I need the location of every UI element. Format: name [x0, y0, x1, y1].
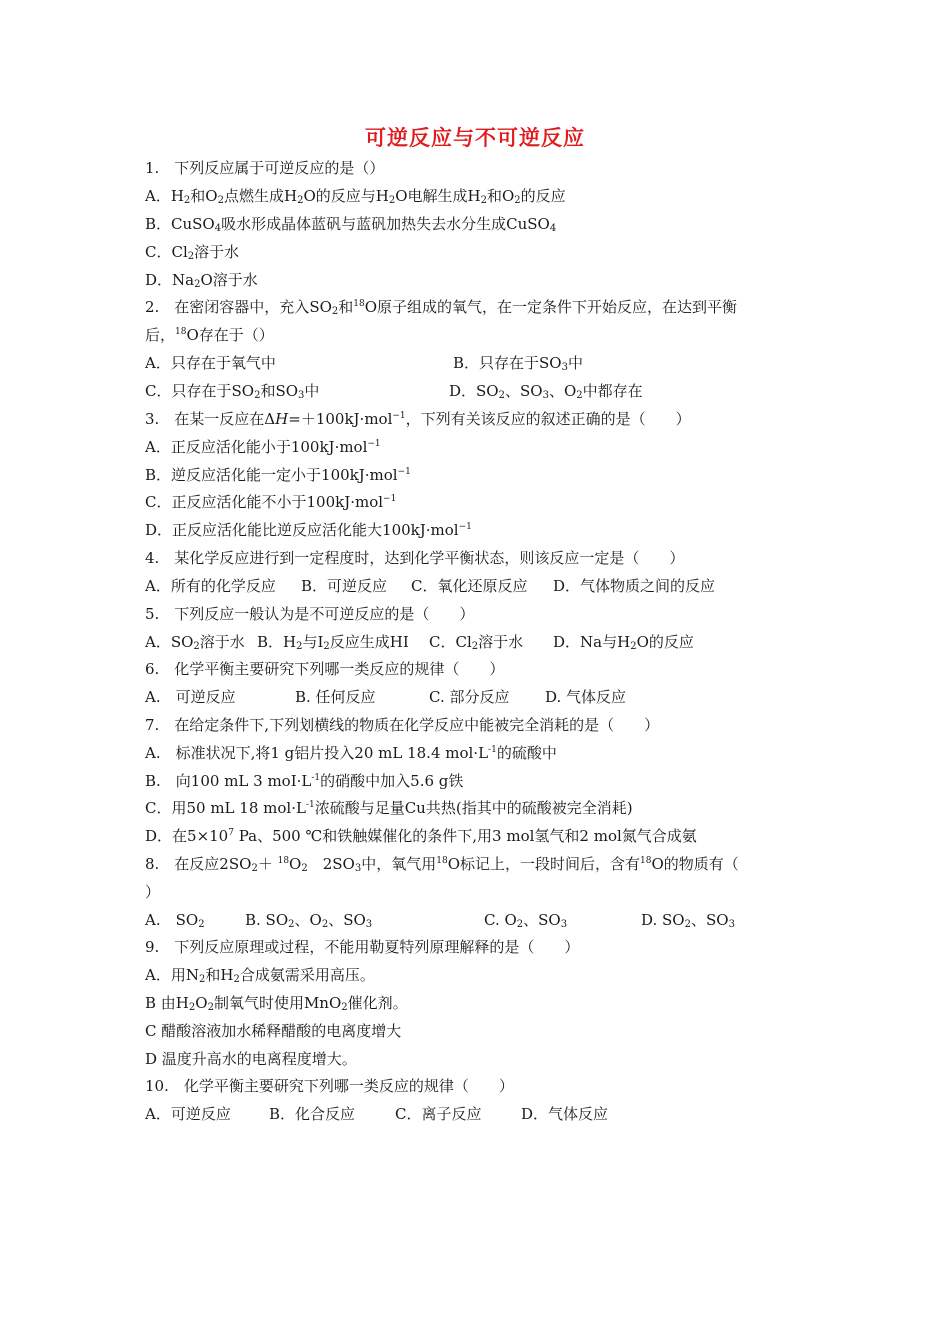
q6-option-a: A. 可逆反应 [145, 688, 236, 706]
q6-stem: 6. 化学平衡主要研究下列哪一类反应的规律（ ） [145, 660, 505, 678]
q3-option-c: C．正反应活化能不小于100kJ·mol$^{-1}$ [145, 493, 397, 511]
q4-option-c: C．氧化还原反应 [411, 577, 528, 595]
q8-option-a: A. $SO_2$ [145, 911, 205, 930]
q1-option-b: B．CuSO$_4$吸水形成晶体蓝矾与蓝矾加热失去水分生成CuSO$_4$ [145, 215, 557, 234]
q10-option-a: A．可逆反应 [145, 1105, 231, 1123]
q2-option-c: C．只存在于$SO_2$和$SO_3$中 [145, 382, 320, 401]
q6-option-b: B. 任何反应 [295, 688, 376, 706]
q10-option-b: B．化合反应 [269, 1105, 356, 1123]
q8-stem-end: ） [145, 883, 161, 901]
q9-option-c: C 醋酸溶液加水稀释醋酸的电离度增大 [145, 1022, 402, 1040]
q7-stem: 7. 在给定条件下,下列划横线的物质在化学反应中能被完全消耗的是（ ） [145, 716, 660, 734]
q4-option-b: B．可逆反应 [301, 577, 388, 595]
q9-option-d: D 温度升高水的电离程度增大。 [145, 1050, 357, 1068]
page-title: 可逆反应与不可逆反应 [365, 126, 585, 150]
q3-option-a: A．正反应活化能小于100kJ·mol$^{-1}$ [145, 438, 381, 456]
q2-option-a: A．只存在于氧气中 [145, 354, 276, 372]
q1-option-d: D．$Na_2O$溶于水 [145, 271, 258, 290]
q10-option-c: C．离子反应 [395, 1105, 482, 1123]
q5-option-a: A．$SO_2$溶于水 [145, 633, 245, 652]
q9-stem: 9. 下列反应原理或过程，不能用勒夏特列原理解释的是（ ） [145, 938, 580, 956]
q10-option-d: D．气体反应 [521, 1105, 609, 1123]
q9-option-b: B 由$H_2O_2$制氧气时使用MnO$_2$催化剂。 [145, 994, 408, 1013]
q4-option-a: A．所有的化学反应 [145, 577, 276, 595]
q8-option-d: D. $SO_2$、$SO_3$ [641, 911, 735, 930]
q5-stem: 5. 下列反应一般认为是不可逆反应的是（ ） [145, 605, 475, 623]
q7-option-c: C．用50 mL 18 $mol\cdot L^{-1}$浓硫酸与足量Cu共热(指其中的硫酸被完全消耗) [145, 799, 633, 817]
q1-option-c: C．$Cl_2$溶于水 [145, 243, 240, 262]
q3-stem: 3. 在某一反应在ΔH=＋100kJ·mol$^{-1}$，下列有关该反应的叙述正确的是（ ） [145, 410, 691, 428]
q8-option-c: C. $O_2$、$SO_3$ [484, 911, 568, 930]
q7-option-a: A. 标准状况下,将1 g铝片投入20 mL 18.4 $mol\cdot L^{-1}$的硫酸中 [145, 744, 557, 762]
q6-option-c: C. 部分反应 [429, 688, 510, 706]
q9-option-a: A．用$N_2$和$H_2$合成氨需采用高压。 [145, 966, 375, 985]
q4-stem: 4. 某化学反应进行到一定程度时，达到化学平衡状态，则该反应一定是（ ） [145, 549, 685, 567]
q7-option-b: B. 向100 mL 3 $moI\cdot L^{-1}$的硝酸中加入5.6 g铁 [145, 772, 464, 790]
q5-option-d: D．Na与$H_2O$的反应 [553, 633, 694, 652]
q5-option-c: C．$Cl_2$溶于水 [429, 633, 524, 652]
q2-option-b: B．只存在于$SO_3$中 [453, 354, 583, 373]
q4-option-d: D．气体物质之间的反应 [553, 577, 716, 595]
q5-option-b: B．$H_2$与$I_2$反应生成HI [257, 633, 409, 652]
q7-option-d: D．在$5\times 10^7$ Pa、500 ℃和铁触媒催化的条件下,用3 mol氢气和2 mol氮气合成氨 [145, 827, 697, 845]
q2-stem-line1: 2. 在密闭容器中，充入$SO_2$和$^{18}$O原子组成的氧气，在一定条件下开始反应，在达到平衡 [145, 298, 738, 317]
q2-option-d: D．$SO_2$、$SO_3$、$O_2$中都存在 [449, 382, 643, 401]
q6-option-d: D. 气体反应 [545, 688, 627, 706]
q1-stem: 1. 下列反应属于可逆反应的是（） [145, 159, 385, 177]
q2-stem-line2: 后，$^{18}$O存在于（） [145, 326, 274, 344]
q1-option-a: A．$H_2$和$O_2$点燃生成$H_2O$的反应与$H_2O$电解生成$H_2$和$O_2$的反应 [145, 187, 566, 206]
q3-option-d: D．正反应活化能比逆反应活化能大100kJ·mol$^{-1}$ [145, 521, 472, 539]
q3-option-b: B．逆反应活化能一定小于100kJ·mol$^{-1}$ [145, 466, 411, 484]
q8-option-b: B. $SO_2$、$O_2$、$SO_3$ [245, 911, 373, 930]
q10-stem: 10. 化学平衡主要研究下列哪一类反应的规律（ ） [145, 1077, 514, 1095]
q8-stem: 8. 在反应$2SO_2+ ^{18}O_2$ $2SO_3$中，氧气用$^{18}$O标记上，一段时间后，含有$^{18}$O的物质有（ [145, 855, 739, 874]
